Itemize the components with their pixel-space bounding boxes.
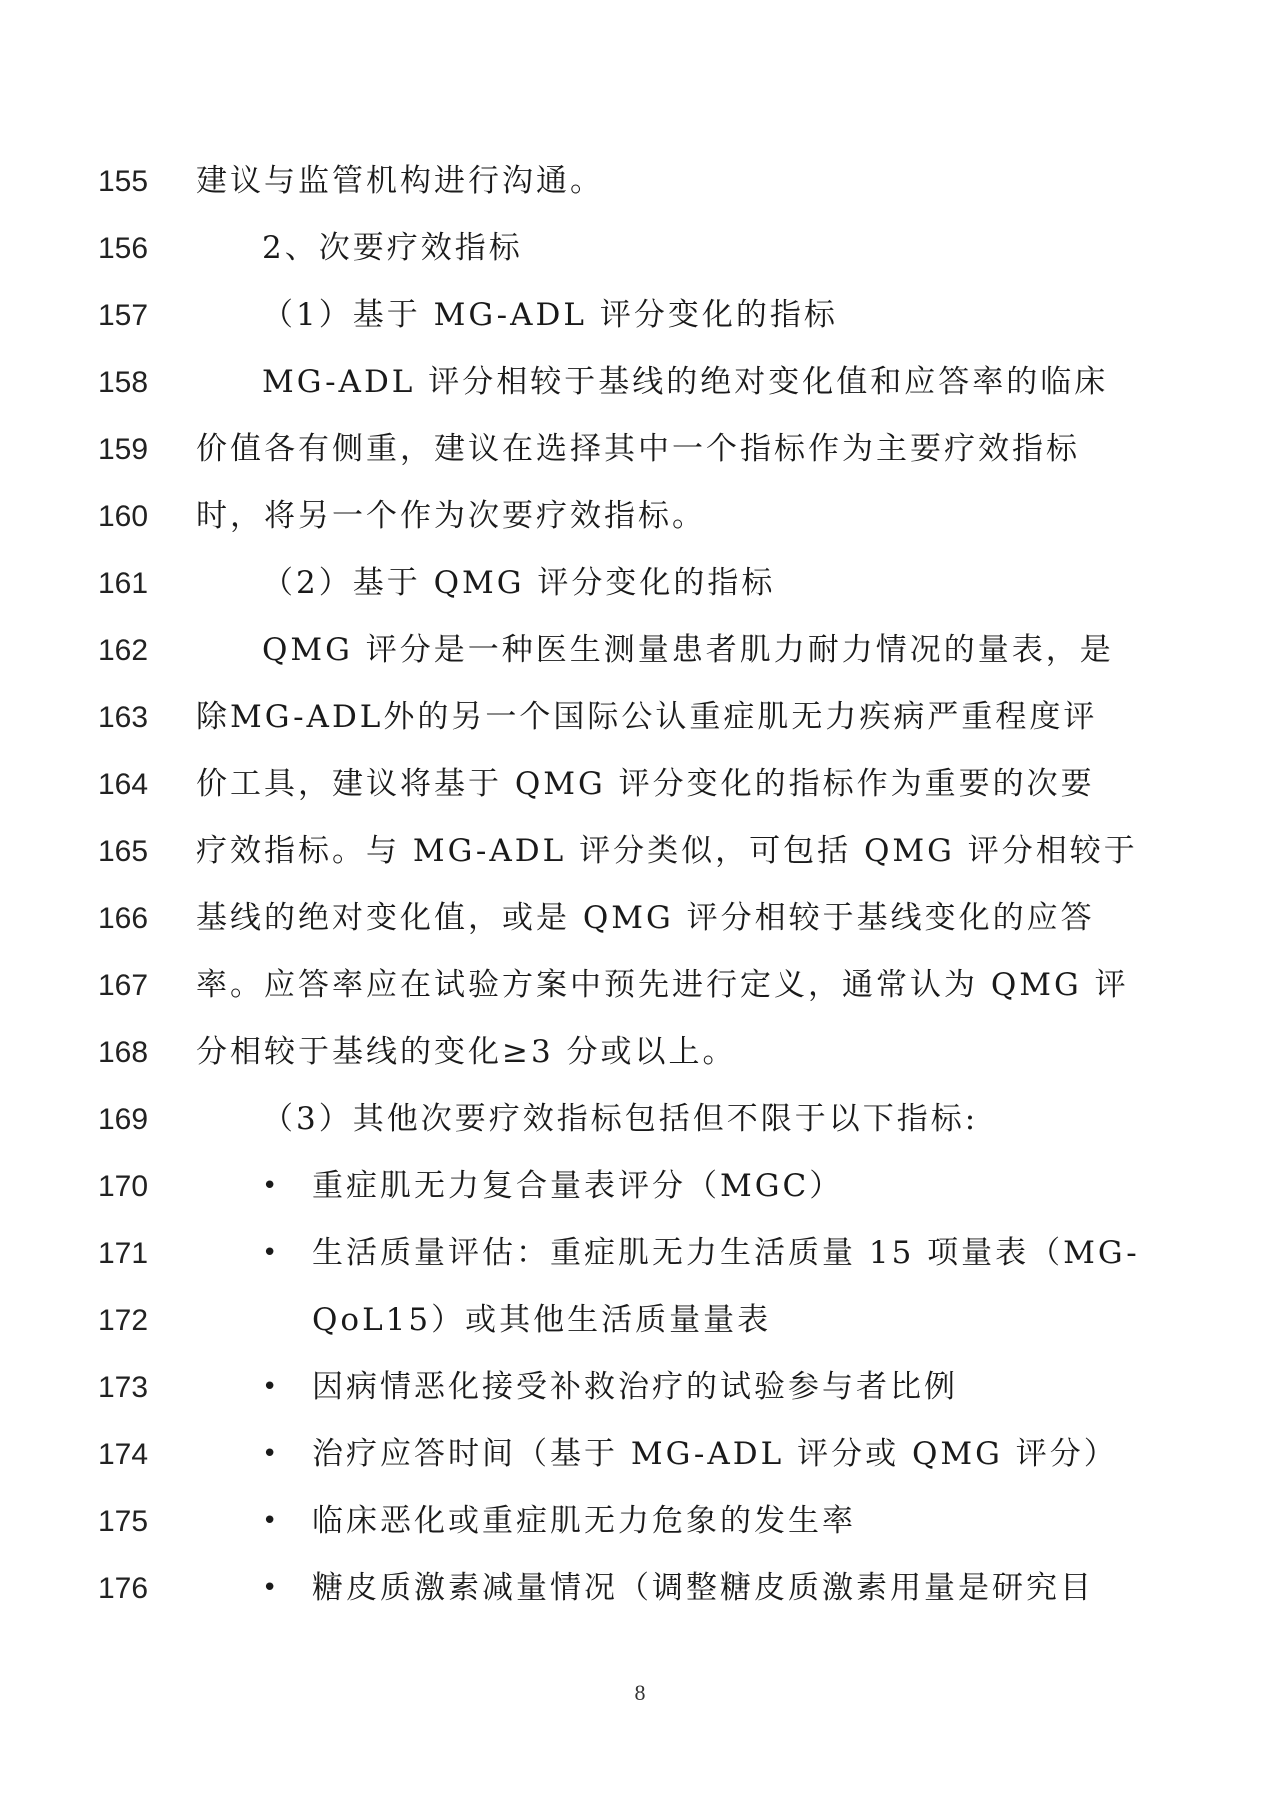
subsection-heading: （1）基于 MG-ADL 评分变化的指标 [262, 297, 838, 333]
line-number: 156 [98, 232, 149, 265]
line-number: 169 [98, 1103, 149, 1136]
line-number: 168 [98, 1036, 149, 1069]
bullet-icon: • [262, 1238, 278, 1268]
text-line-156 [0, 215, 1280, 282]
text-line-169 [0, 1086, 1280, 1153]
line-number: 160 [98, 500, 149, 533]
line-text: MG-ADL 评分相较于基线的绝对变化值和应答率的临床 [262, 364, 1109, 400]
text-line-166 [0, 885, 1280, 952]
text-line-157 [0, 282, 1280, 349]
bullet-item: 临床恶化或重症肌无力危象的发生率 [312, 1503, 856, 1539]
text-line-155 [0, 148, 1280, 215]
line-number: 170 [98, 1170, 149, 1203]
line-text: 基线的绝对变化值，或是 QMG 评分相较于基线变化的应答 [196, 900, 1095, 936]
line-number: 172 [98, 1304, 149, 1337]
line-number: 159 [98, 433, 149, 466]
line-text: 分相较于基线的变化≥3 分或以上。 [196, 1034, 737, 1070]
line-number: 165 [98, 835, 149, 868]
bullet-item: 治疗应答时间（基于 MG-ADL 评分或 QMG 评分） [312, 1436, 1118, 1472]
line-number: 158 [98, 366, 149, 399]
bullet-icon: • [262, 1171, 278, 1201]
line-text: 建议与监管机构进行沟通。 [196, 163, 604, 199]
line-text: 价工具，建议将基于 QMG 评分变化的指标作为重要的次要 [196, 766, 1095, 802]
line-text: 时，将另一个作为次要疗效指标。 [196, 498, 706, 534]
text-line-161 [0, 550, 1280, 617]
text-line-176 [0, 1555, 1280, 1622]
text-line-170 [0, 1153, 1280, 1220]
line-number: 174 [98, 1438, 149, 1471]
text-line-163 [0, 684, 1280, 751]
bullet-item: 生活质量评估：重症肌无力生活质量 15 项量表（MG- [312, 1235, 1140, 1271]
line-number: 164 [98, 768, 149, 801]
line-text: QMG 评分是一种医生测量患者肌力耐力情况的量表，是 [262, 632, 1114, 668]
line-number: 171 [98, 1237, 149, 1270]
text-line-159 [0, 416, 1280, 483]
text-line-171 [0, 1220, 1280, 1287]
line-text: 疗效指标。与 MG-ADL 评分类似，可包括 QMG 评分相较于 [196, 833, 1138, 869]
subsection-heading: （2）基于 QMG 评分变化的指标 [262, 565, 776, 601]
line-number: 175 [98, 1505, 149, 1538]
line-number: 167 [98, 969, 149, 1002]
text-line-160 [0, 483, 1280, 550]
line-text: 价值各有侧重，建议在选择其中一个指标作为主要疗效指标 [196, 431, 1080, 467]
line-number: 173 [98, 1371, 149, 1404]
bullet-item: 因病情恶化接受补救治疗的试验参与者比例 [312, 1369, 958, 1405]
text-line-167 [0, 952, 1280, 1019]
bullet-icon: • [262, 1439, 278, 1469]
line-number: 155 [98, 165, 149, 198]
text-line-164 [0, 751, 1280, 818]
text-line-173 [0, 1354, 1280, 1421]
text-line-162 [0, 617, 1280, 684]
subsection-heading: （3）其他次要疗效指标包括但不限于以下指标: [262, 1101, 979, 1137]
text-line-174 [0, 1421, 1280, 1488]
bullet-item: 重症肌无力复合量表评分（MGC） [312, 1168, 844, 1204]
bullet-item: 糖皮质激素减量情况（调整糖皮质激素用量是研究目 [312, 1570, 1094, 1606]
text-line-175 [0, 1488, 1280, 1555]
section-heading: 2、次要疗效指标 [262, 230, 523, 266]
line-number: 157 [98, 299, 149, 332]
line-number: 162 [98, 634, 149, 667]
page-number: 8 [634, 1680, 646, 1705]
line-text: 除MG-ADL外的另一个国际公认重症肌无力疾病严重程度评 [196, 699, 1098, 735]
line-text: 率。应答率应在试验方案中预先进行定义，通常认为 QMG 评 [196, 967, 1129, 1003]
text-line-168 [0, 1019, 1280, 1086]
text-line-165 [0, 818, 1280, 885]
bullet-icon: • [262, 1506, 278, 1536]
bullet-item-continuation: QoL15）或其他生活质量量表 [312, 1302, 772, 1338]
line-number: 176 [98, 1572, 149, 1605]
text-line-158 [0, 349, 1280, 416]
text-line-172 [0, 1287, 1280, 1354]
line-number: 166 [98, 902, 149, 935]
bullet-icon: • [262, 1573, 278, 1603]
line-number: 161 [98, 567, 149, 600]
bullet-icon: • [262, 1372, 278, 1402]
line-number: 163 [98, 701, 149, 734]
